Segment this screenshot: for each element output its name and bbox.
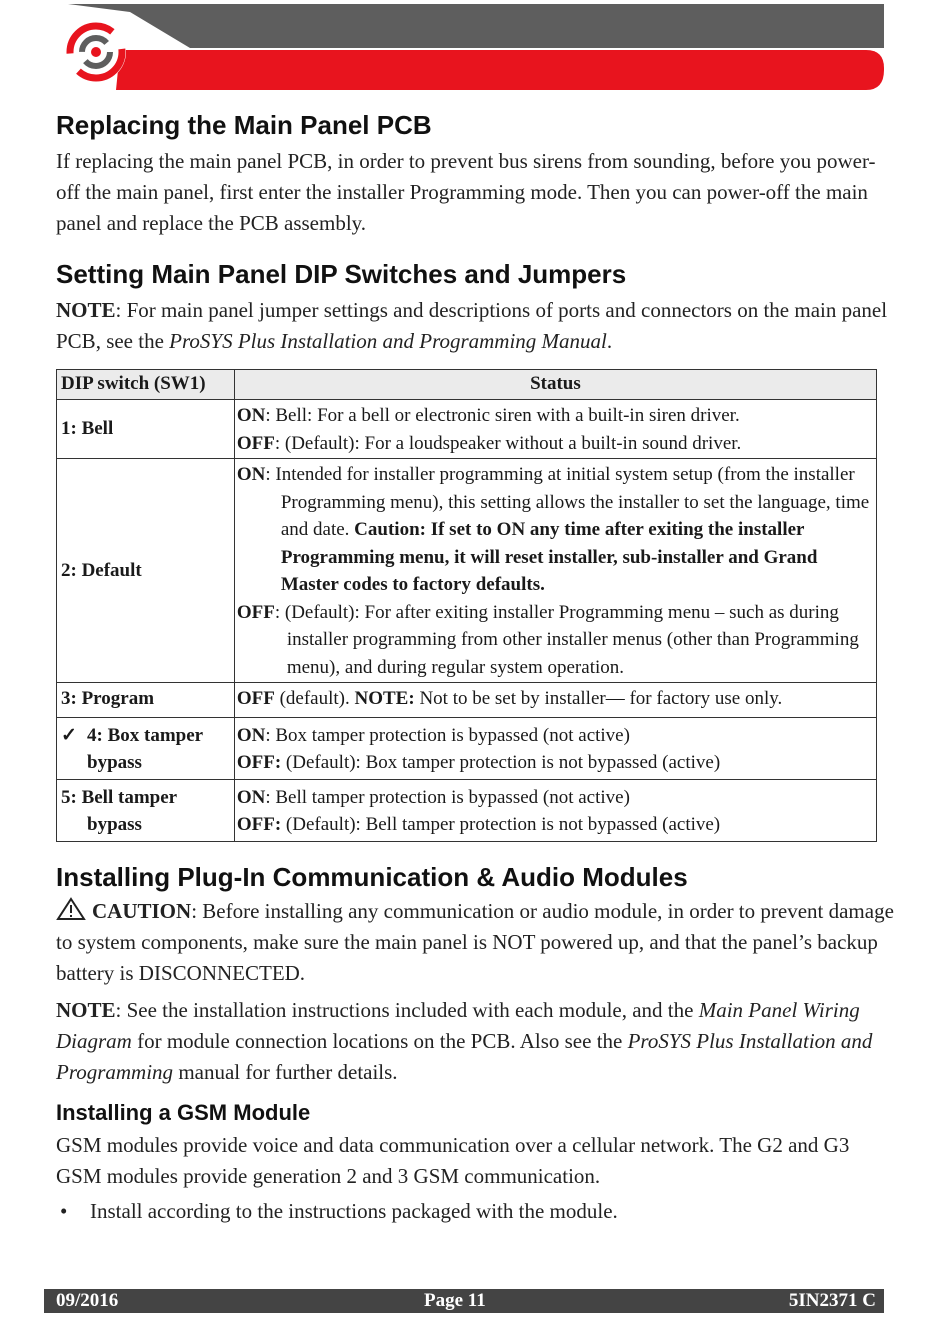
note-text: manual for further details. bbox=[173, 1059, 398, 1084]
status-cell bbox=[234, 400, 876, 459]
caution-text: : Before installing any communication or audio module, in order to prevent damage to system components, make sure the main panel is NOT powered up, and that the panel’s backup battery is DISCONNECTED. bbox=[56, 898, 894, 985]
on-label: ON bbox=[236, 464, 266, 485]
on-label: ON bbox=[236, 786, 266, 808]
note-text: for module connection locations on the PCB. Also see the bbox=[131, 1028, 628, 1053]
note-manual-ref: ProSYS Plus Installation and Programming Manual bbox=[169, 329, 607, 353]
off-text: : (Default): For after exiting installer Programming menu – such as during installer programming from other installer menus (other than Programming menu), and during regular system operation. bbox=[274, 601, 859, 678]
page-footer bbox=[44, 1289, 884, 1313]
header-red-bar bbox=[116, 50, 884, 90]
footer-doc-number: 5IN2371 C bbox=[788, 1290, 876, 1311]
section-title-dip: Setting Main Panel DIP Switches and Jumpers bbox=[56, 259, 627, 289]
column-header-switch: DIP switch (SW1) bbox=[57, 370, 235, 400]
note-text: Not to be set by installer— for factory use only. bbox=[414, 688, 783, 709]
table-row bbox=[57, 683, 877, 718]
caution-paragraph bbox=[56, 896, 896, 989]
off-text: (default). bbox=[274, 688, 355, 709]
on-text: : Box tamper protection is bypassed (not active) bbox=[265, 724, 630, 746]
off-label: OFF bbox=[236, 601, 275, 623]
section-title-modules: Installing Plug-In Communication & Audio Modules bbox=[56, 861, 688, 892]
caution-label: CAUTION bbox=[92, 898, 192, 923]
column-header-status: Status bbox=[234, 370, 876, 400]
off-text: : (Default): For a loudspeaker without a built-in sound driver. bbox=[274, 432, 742, 454]
caution-text: Caution: If set to ON any time after exiting the installer Programming menu, it will reset installer, sub-installer and Grand Master codes to factory defaults. bbox=[280, 519, 818, 595]
table-row bbox=[57, 717, 877, 779]
status-cell bbox=[234, 779, 876, 841]
table-row bbox=[57, 779, 877, 841]
manual-ref: ProSYS Plus Installation and Programming bbox=[56, 1028, 873, 1084]
switch-cell bbox=[57, 717, 235, 779]
modules-note bbox=[56, 995, 896, 1088]
replacing-paragraph: If replacing the main panel PCB, in order to prevent bus sirens from sounding, before you power-off the main panel, first enter the installer Programming mode. Then you can power-off the main panel and replace the PCB assembly. bbox=[56, 149, 876, 235]
off-label: OFF: bbox=[236, 752, 282, 773]
page-header bbox=[0, 0, 950, 100]
list-item bbox=[56, 1196, 896, 1227]
switch-cell: 3: Program bbox=[57, 683, 235, 718]
warning-icon bbox=[56, 897, 86, 921]
bullet-text: Install according to the instructions packaged with the module. bbox=[90, 1198, 618, 1223]
status-cell bbox=[234, 683, 876, 718]
footer-date: 09/2016 bbox=[56, 1290, 119, 1311]
switch-cell bbox=[57, 779, 235, 841]
dip-switch-table bbox=[56, 369, 877, 842]
table-row bbox=[57, 459, 877, 683]
on-text: : Intended for installer programming at initial system setup (from the installer Programming menu), this setting allows the installer to set the language, time and date. bbox=[265, 464, 870, 540]
switch-label: 4: Box tamper bypass bbox=[87, 724, 203, 773]
off-text: (Default): Box tamper protection is not bypassed (active) bbox=[281, 752, 721, 773]
page-content bbox=[56, 108, 896, 1227]
table-header-row bbox=[57, 370, 877, 400]
header-gray-bar bbox=[68, 4, 884, 48]
brand-logo bbox=[66, 22, 126, 82]
note-label: NOTE bbox=[56, 997, 116, 1022]
dip-note bbox=[56, 295, 896, 357]
table-row bbox=[57, 400, 877, 459]
footer-page-number: Page 11 bbox=[424, 1290, 486, 1311]
note-end: . bbox=[606, 329, 613, 353]
off-label: OFF bbox=[236, 688, 275, 709]
off-label: OFF: bbox=[236, 814, 282, 835]
switch-cell: 1: Bell bbox=[57, 400, 235, 459]
bullet-icon: • bbox=[60, 1198, 68, 1223]
gsm-paragraph: GSM modules provide voice and data communication over a cellular network. The G2 and G3 GSM modules provide generation 2 and 3 GSM communication. bbox=[56, 1132, 850, 1188]
on-label: ON bbox=[236, 405, 266, 426]
check-icon: ✓ bbox=[61, 724, 77, 746]
note-text: : For main panel jumper settings and descriptions of ports and connectors on the main panel PCB, see the bbox=[56, 298, 888, 353]
note-text: : See the installation instructions included with each module, and the bbox=[115, 997, 699, 1022]
status-cell bbox=[234, 717, 876, 779]
switch-label: 5: Bell tamper bypass bbox=[61, 786, 177, 835]
note-label: NOTE bbox=[56, 298, 116, 322]
on-text: : Bell: For a bell or electronic siren with a built-in siren driver. bbox=[265, 405, 740, 426]
on-label: ON bbox=[236, 724, 266, 746]
off-text: (Default): Bell tamper protection is not bypassed (active) bbox=[281, 814, 721, 835]
off-label: OFF bbox=[236, 432, 275, 454]
wiring-diagram-ref: Main Panel Wiring Diagram bbox=[56, 997, 860, 1053]
status-cell bbox=[234, 459, 876, 683]
note-label: NOTE: bbox=[354, 688, 415, 709]
switch-cell: 2: Default bbox=[57, 459, 235, 683]
on-text: : Bell tamper protection is bypassed (not active) bbox=[265, 786, 630, 808]
section-title-replacing: Replacing the Main Panel PCB bbox=[56, 110, 432, 140]
header-graphic bbox=[0, 0, 950, 100]
section-title-gsm: Installing a GSM Module bbox=[56, 1099, 311, 1125]
